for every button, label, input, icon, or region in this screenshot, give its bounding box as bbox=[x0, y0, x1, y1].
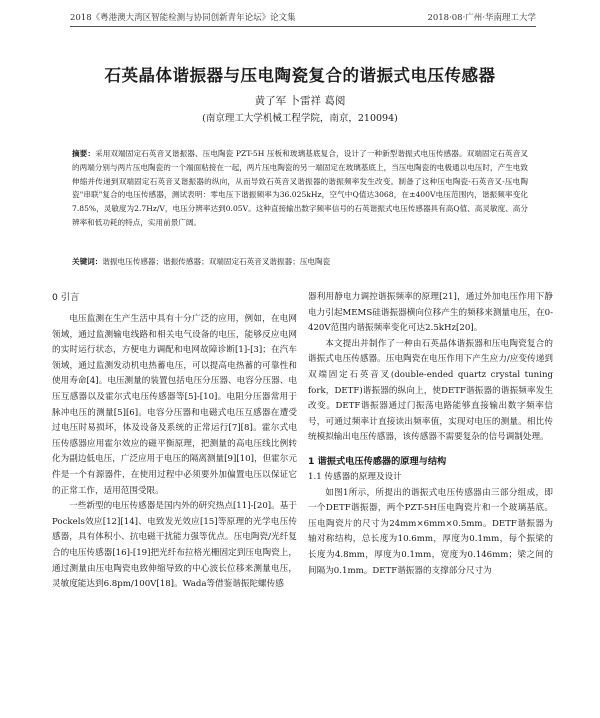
subsection-heading: 1.1 传感器的原理及设计 bbox=[308, 471, 402, 482]
header-left: 2018《粤港澳大湾区智能检测与协同创新青年论坛》论文集 bbox=[70, 13, 296, 23]
section-heading-principle: 1 谐振式电压传感器的原理与结构 bbox=[308, 455, 447, 467]
section-heading-introduction: 0 引言 bbox=[52, 292, 80, 303]
author-list: 黄了军 卜雷祥 葛阅 bbox=[254, 95, 346, 107]
affiliation: (南京理工大学机械工程学院，南京，210094) bbox=[202, 113, 398, 124]
paragraph: 器利用静电力调控谐振频率的原理[21]，通过外加电压作用下静电力引起MEMS硅谐振器横向位移产生的频移来测量电压，在0-420V范围内谐振频率变化可达2.5kHz[20]。 bbox=[308, 292, 553, 334]
paragraph: 电压监测在生产生活中具有十分广泛的应用，例如，在电网领域，通过监测输电线路和相关电气设备的电压，能够反应电网的实时运行状态，方便电力调配和电网故障诊断[1]-[3]；在汽车领域，通过监测发动机电热蓄电压，可以提高电热蓄的可靠性和使用寿命[4]。电压测量的装置包括电压分压器、电容分压器、电压互感器以及霍尔式电压传感器等[5]-[10]。电阻分压器常用于脉冲电压的测量[5][6]。电容分压器和电磁式电压互感器在遭受过电压时易损坏，体及设备及系统的正常运行[7][8]。霍尔式电压传感器应用霍尔效应的磁平衡原理，把测量的高电压线比例转化为副边低电压，广泛应用于电压的隔离测量[9][10]，但霍尔元件是一个有源器件，在使用过程中必须要外加偏置电压以保证它的正常工作，适用范围受限。 bbox=[52, 314, 297, 496]
paper-title: 石英晶体谐振器与压电陶瓷复合的谐振式电压传感器 bbox=[104, 66, 496, 85]
right-column bbox=[308, 290, 553, 579]
keywords-label: 关键词： bbox=[72, 257, 103, 266]
paragraph: 一些新型的电压传感器是国内外的研究热点[11]-[20]。基于Pockels效应[12][14]、电致发光效应[15]等原理的光学电压传感器，具有体积小、抗电磁干扰能力强等优点。压电陶瓷/光纤复合的电压传感器[16]-[19]把光纤布拉格光栅固定到压电陶瓷上，通过测量由压电陶瓷电致伸缩导致的中心波长位移来测量电压，灵敏度能达到6.8pm/100V[18]。Wada等借鉴谐振陀螺传感 bbox=[52, 501, 297, 590]
running-header bbox=[70, 8, 536, 27]
header-right: 2018·08·广州·华南理工大学 bbox=[427, 13, 536, 23]
keywords-text: 谐振电压传感器；谐振传感器；双端固定石英音叉谐振器；压电陶瓷 bbox=[102, 257, 331, 266]
left-column bbox=[52, 290, 297, 593]
paragraph: 本文提出并制作了一种由石英晶体谐振器和压电陶瓷复合的谐振式电压传感器。压电陶瓷在电压作用下产生应力/应变传递到双端固定石英音叉(double-ended quartz crystal tuning fork，DETF)谐振器的纵向上，使DETF谐振器的谐振频率发生改变。DETF谐振器通过门振荡电路能够直接输出数字频率信号，可通过频率计直接读出频率值，实现对电压的测量。相比传统模拟输出电压传感器，该传感器不需要复杂的信号调制处理。 bbox=[308, 338, 553, 443]
abstract-label: 摘要： bbox=[72, 149, 96, 158]
keywords bbox=[72, 256, 528, 268]
paragraph: 如图1所示，所提出的谐振式电压传感器由三部分组成，即一个DETF谐振器，两个PZT-5H压电陶瓷片和一个玻璃基底。压电陶瓷片的尺寸为24mm×6mm×0.5mm。DETF谐振器为轴对称结构，总长度为10.6mm，厚度为0.1mm，每个振梁的长度为4.8mm，厚度为0.1mm，宽度为0.146mm；梁之间的间隔为0.1mm。DETF谐振器的支撑部分尺寸为 bbox=[308, 487, 553, 576]
abstract bbox=[72, 147, 528, 230]
abstract-text: 采用双端固定石英音叉谐振器、压电陶瓷 PZT-5H 压板和玻璃基底复合，设计了一种新型谐振式电压传感器。双端固定石英音叉的两端分别与两片压电陶瓷的一个端面粘接在一起，两片压电陶瓷的另一端固定在玻璃基底上，当压电陶瓷的电极通以电压时，产生电致伸缩并传递到双端固定石英音叉谐振器的纵向，从而导致石英音叉谐振器的谐振频率发生改变。制备了这种压电陶瓷-石英音叉-压电陶瓷"串联"复合的电压传感器，测试表明：零电压下谐振频率为36.025kHz，空气中Q值达3068，在±400V电压范围内，谐振频率变化7.85%，灵敏度为2.7Hz/V，电压分辨率达到0.05V。这种直接输出数字频率信号的石英谐振式电压传感器具有高Q值、高灵敏度、高分辨率和低功耗的特点，实用前景广阔。 bbox=[72, 149, 529, 227]
